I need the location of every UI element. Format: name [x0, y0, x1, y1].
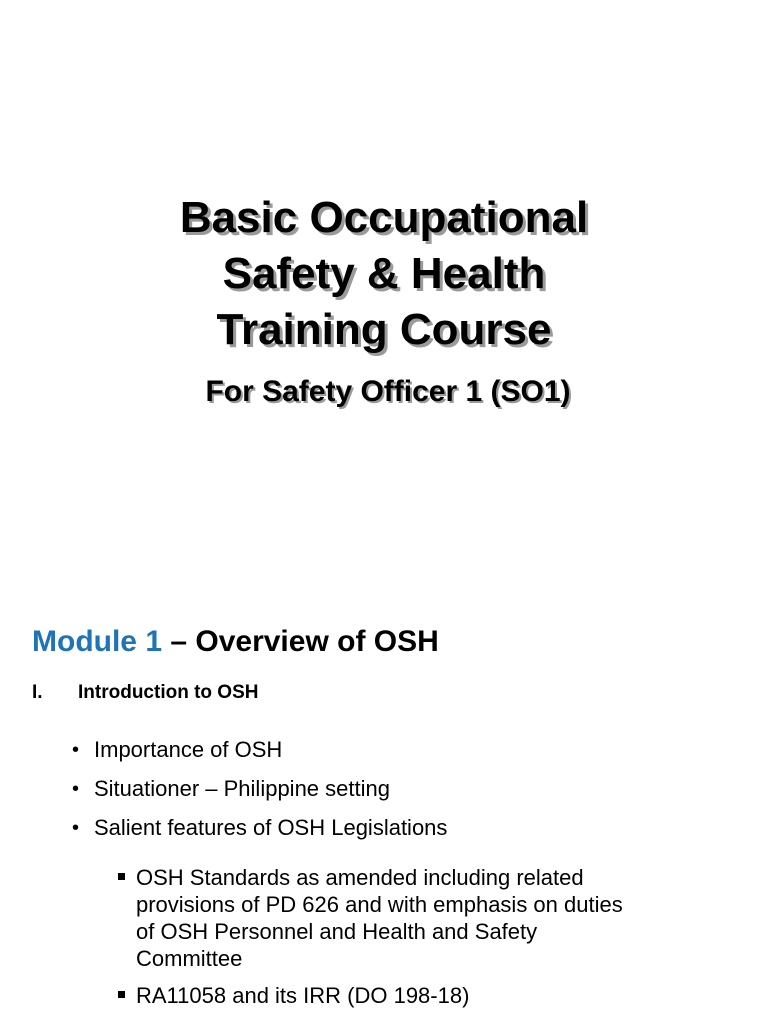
sub-bullet-item — [116, 864, 636, 972]
bullet-item — [72, 775, 447, 803]
bullet-text: Situationer – Philippine setting — [94, 776, 390, 801]
sub-bullet-text: RA11058 and its IRR (DO 198-18) — [136, 983, 470, 1008]
sub-bullet-list — [116, 864, 636, 1019]
section-heading — [32, 680, 258, 706]
module-label: Module 1 — [32, 625, 163, 658]
slide-title — [0, 190, 768, 358]
module-slide — [0, 560, 768, 1024]
bullet-dot-icon: • — [72, 778, 80, 800]
bullet-text: Importance of OSH — [94, 737, 283, 762]
bullet-item — [72, 814, 447, 842]
sub-bullet-item — [116, 982, 636, 1009]
section-title: Introduction to OSH — [78, 682, 259, 703]
sub-bullet-text: OSH Standards as amended including related provisions of PD 626 and with emphasis on duties of OSH Personnel and Health and Safety Committee — [136, 865, 623, 971]
section-numeral: I. — [32, 682, 43, 703]
module-title: – Overview of OSH — [162, 625, 439, 658]
title-line-1: Basic Occupational — [179, 193, 589, 242]
bullet-dot-icon: • — [72, 739, 80, 761]
square-bullet-icon — [118, 873, 125, 880]
bullet-item — [72, 736, 447, 764]
title-line-3: Training Course — [216, 305, 552, 354]
slide-subtitle: For Safety Officer 1 (SO1) — [205, 375, 571, 408]
bullet-list — [72, 736, 447, 853]
bullet-text: Salient features of OSH Legislations — [94, 815, 448, 840]
module-heading — [32, 622, 439, 662]
square-bullet-icon — [118, 991, 125, 998]
title-line-2: Safety & Health — [222, 249, 546, 298]
bullet-dot-icon: • — [72, 817, 80, 839]
